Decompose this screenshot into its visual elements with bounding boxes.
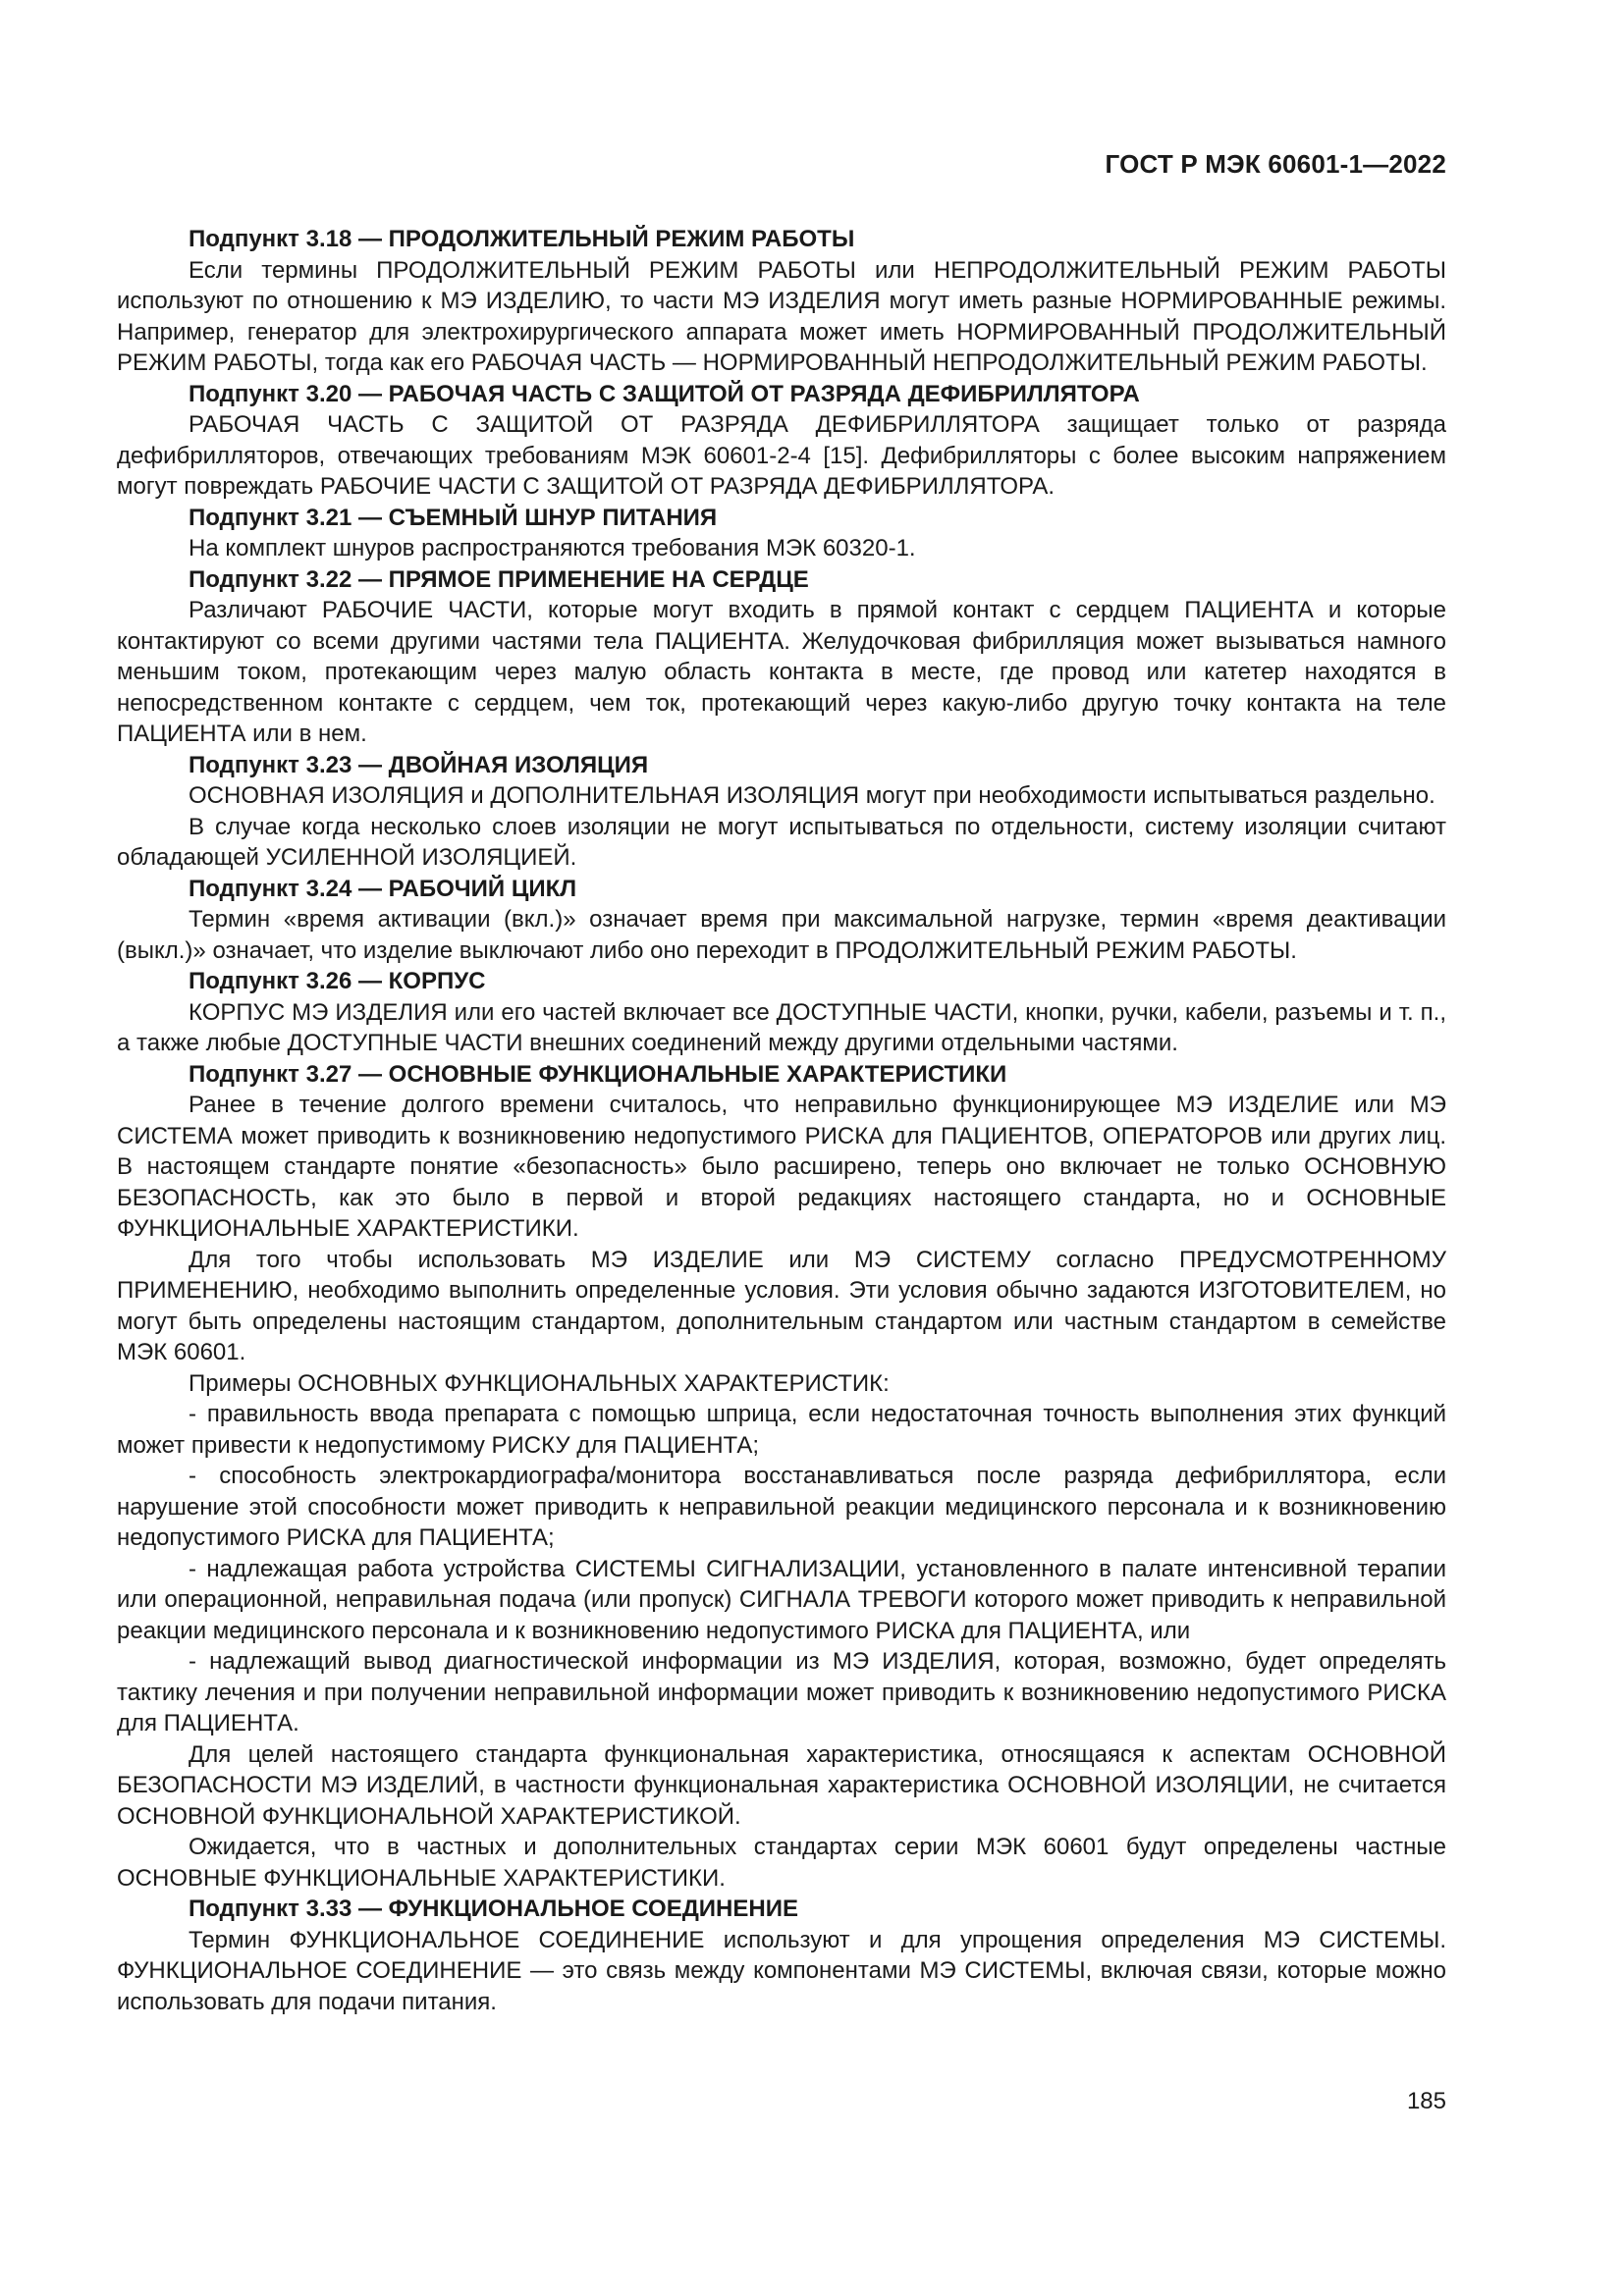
- paragraph: Различают РАБОЧИЕ ЧАСТИ, которые могут входить в прямой контакт с сердцем ПАЦИЕНТА и которые контактируют со всеми другими частями тела ПАЦИЕНТА. Желудочковая фибрилляция может вызываться намного меньшим током, протекающим через малую область контакта в месте, где провод или катетер находятся в непосредственном контакте с сердцем, чем ток, протекающий через какую-либо другую точку контакта на теле ПАЦИЕНТА или в нем.: [117, 597, 1446, 747]
- paragraph: Если термины ПРОДОЛЖИТЕЛЬНЫЙ РЕЖИМ РАБОТЫ или НЕПРОДОЛЖИТЕЛЬНЫЙ РЕЖИМ РАБОТЫ используют по отношению к МЭ ИЗДЕЛИЮ, то части МЭ ИЗДЕЛИЯ могут иметь разные НОРМИРОВАННЫЕ режимы. Например, генератор для электрохирургического аппарата может иметь НОРМИРОВАННЫЙ ПРОДОЛЖИТЕЛЬНЫЙ РЕЖИМ РАБОТЫ, тогда как его РАБОЧАЯ ЧАСТЬ — НОРМИРОВАННЫЙ НЕПРОДОЛЖИТЕЛЬНЫЙ РЕЖИМ РАБОТЫ.: [117, 256, 1446, 376]
- paragraph: ОСНОВНАЯ ИЗОЛЯЦИЯ и ДОПОЛНИТЕЛЬНАЯ ИЗОЛЯЦИЯ могут при необходимости испытываться раздельно.: [189, 782, 1435, 809]
- paragraph: Примеры ОСНОВНЫХ ФУНКЦИОНАЛЬНЫХ ХАРАКТЕРИСТИК:: [189, 1369, 890, 1397]
- paragraph: В случае когда несколько слоев изоляции не могут испытываться по отдельности, систему изоляции считают обладающей УСИЛЕННОЙ ИЗОЛЯЦИЕЙ.: [117, 813, 1446, 871]
- paragraph: РАБОЧАЯ ЧАСТЬ С ЗАЩИТОЙ ОТ РАЗРЯДА ДЕФИБРИЛЛЯТОРА защищает только от разряда дефибрилляторов, отвечающих требованиям МЭК 60601-2-4 [15]. Дефибрилляторы с более высоким напряжением могут повреждать РАБОЧИЕ ЧАСТИ С ЗАЩИТОЙ ОТ РАЗРЯДА ДЕФИБРИЛЛЯТОРА.: [117, 411, 1446, 500]
- paragraph: Ожидается, что в частных и дополнительных стандартах серии МЭК 60601 будут определены частные ОСНОВНЫЕ ФУНКЦИОНАЛЬНЫЕ ХАРАКТЕРИСТИКИ.: [117, 1834, 1446, 1892]
- section-heading: Подпункт 3.22 — ПРЯМОЕ ПРИМЕНЕНИЕ НА СЕРДЦЕ: [189, 565, 809, 593]
- paragraph: Термин «время активации (вкл.)» означает время при максимальной нагрузке, термин «время деактивации (выкл.)» означает, что изделие выключают либо оно переходит в ПРОДОЛЖИТЕЛЬНЫЙ РЕЖИМ РАБОТЫ.: [117, 906, 1446, 964]
- document-body: [117, 224, 1446, 2017]
- list-item: - способность электрокардиографа/монитора восстанавливаться после разряда дефибриллятора, если нарушение этой способности может приводить к неправильной реакции медицинского персонала и к возникновению недопустимого РИСКА для ПАЦИЕНТА;: [117, 1463, 1446, 1551]
- list-item: - надлежащая работа устройства СИСТЕМЫ СИГНАЛИЗАЦИИ, установленного в палате интенсивной терапии или операционной, неправильная подача (или пропуск) СИГНАЛА ТРЕВОГИ которого может приводить к неправильной реакции медицинского персонала и к возникновению недопустимого РИСКА для ПАЦИЕНТА, или: [117, 1555, 1446, 1644]
- page-number: 185: [1406, 2088, 1446, 2114]
- section-heading: Подпункт 3.24 — РАБОЧИЙ ЦИКЛ: [189, 875, 577, 902]
- paragraph: Ранее в течение долгого времени считалось, что неправильно функционирующее МЭ ИЗДЕЛИЕ или МЭ СИСТЕМА может приводить к возникновению недопустимого РИСКА для ПАЦИЕНТОВ, ОПЕРАТОРОВ или других лиц. В настоящем стандарте понятие «безопасность» было расширено, теперь оно включает не только ОСНОВНУЮ БЕЗОПАСНОСТЬ, как это было в первой и второй редакциях настоящего стандарта, но и ОСНОВНЫЕ ФУНКЦИОНАЛЬНЫЕ ХАРАКТЕРИСТИКИ.: [117, 1092, 1446, 1242]
- section-heading: Подпункт 3.26 — КОРПУС: [189, 968, 486, 994]
- document-code-header: ГОСТ Р МЭК 60601-1—2022: [1105, 149, 1446, 179]
- section-heading: Подпункт 3.18 — ПРОДОЛЖИТЕЛЬНЫЙ РЕЖИМ РАБОТЫ: [189, 226, 855, 252]
- section-heading: Подпункт 3.20 — РАБОЧАЯ ЧАСТЬ С ЗАЩИТОЙ ОТ РАЗРЯДА ДЕФИБРИЛЛЯТОРА: [189, 380, 1140, 407]
- section-heading: Подпункт 3.33 — ФУНКЦИОНАЛЬНОЕ СОЕДИНЕНИЕ: [189, 1896, 798, 1922]
- section-heading: Подпункт 3.27 — ОСНОВНЫЕ ФУНКЦИОНАЛЬНЫЕ ХАРАКТЕРИСТИКИ: [189, 1060, 1007, 1088]
- paragraph: Для того чтобы использовать МЭ ИЗДЕЛИЕ или МЭ СИСТЕМУ согласно ПРЕДУСМОТРЕННОМУ ПРИМЕНЕНИЮ, необходимо выполнить определенные условия. Эти условия обычно задаются ИЗГОТОВИТЕЛЕМ, но могут быть определены настоящим стандартом, дополнительным стандартом или частным стандартом в семействе МЭК 60601.: [117, 1246, 1446, 1365]
- list-item: - надлежащий вывод диагностической информации из МЭ ИЗДЕЛИЯ, которая, возможно, будет определять тактику лечения и при получении неправильной информации может приводить к возникновению недопустимого РИСКА для ПАЦИЕНТА.: [117, 1648, 1446, 1736]
- list-item: - правильность ввода препарата с помощью шприца, если недостаточная точность выполнения этих функций может привести к недопустимому РИСКУ для ПАЦИЕНТА;: [117, 1401, 1446, 1459]
- paragraph: Для целей настоящего стандарта функциональная характеристика, относящаяся к аспектам ОСНОВНОЙ БЕЗОПАСНОСТИ МЭ ИЗДЕЛИЙ, в частности функциональная характеристика ОСНОВНОЙ ИЗОЛЯЦИИ, не считается ОСНОВНОЙ ФУНКЦИОНАЛЬНОЙ ХАРАКТЕРИСТИКОЙ.: [117, 1740, 1446, 1830]
- paragraph: Термин ФУНКЦИОНАЛЬНОЕ СОЕДИНЕНИЕ используют и для упрощения определения МЭ СИСТЕМЫ. ФУНКЦИОНАЛЬНОЕ СОЕДИНЕНИЕ — это связь между компонентами МЭ СИСТЕМЫ, включая связи, которые можно использовать для подачи питания.: [117, 1926, 1446, 2015]
- section-heading: Подпункт 3.23 — ДВОЙНАЯ ИЗОЛЯЦИЯ: [189, 751, 649, 778]
- paragraph: На комплект шнуров распространяются требования МЭК 60320-1.: [189, 535, 916, 561]
- paragraph: КОРПУС МЭ ИЗДЕЛИЯ или его частей включает все ДОСТУПНЫЕ ЧАСТИ, кнопки, ручки, кабели, разъемы и т. п., а также любые ДОСТУПНЫЕ ЧАСТИ внешних соединений между другими отдельными частями.: [117, 998, 1446, 1056]
- section-heading: Подпункт 3.21 — СЪЕМНЫЙ ШНУР ПИТАНИЯ: [189, 504, 718, 531]
